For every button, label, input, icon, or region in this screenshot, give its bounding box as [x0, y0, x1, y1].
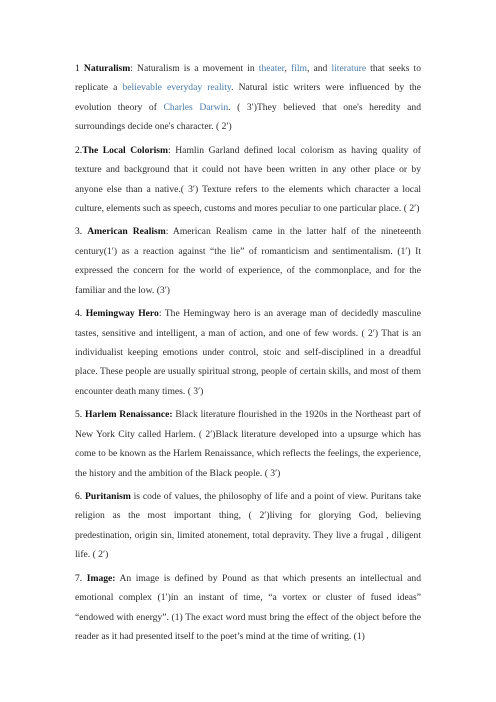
body-text: : American Realism came in the latter half of the nineteenth century(1′) as a reaction against “the lie” of romanticism and sentimentalism. (1′) It expressed the concern for the world of experience, of the commonplace, and for the familiar and the low. (3′) — [75, 226, 421, 296]
body-text: . ( 3′)They believed that one's heredity and surroundings decide one's character. ( 2′) — [75, 101, 422, 133]
hyperlink[interactable]: film — [291, 63, 307, 74]
term-heading: The Local Colorism — [82, 144, 169, 156]
paragraph-number: 7. — [75, 572, 87, 584]
term-heading: Harlem Renaissance: — [85, 409, 173, 421]
term-heading: Naturalism — [83, 63, 131, 74]
paragraph-number: 5. — [75, 409, 86, 421]
body-text: Naturalism is a movement in — [137, 63, 259, 74]
body-text: , and — [307, 63, 332, 74]
term-heading: Puritanism — [85, 491, 131, 502]
body-text: : Hamlin Garland defined local colorism as having quality of texture and background that it could not have been written in any other place or by anyone else than a native.( 3′) Texture refers to the elements which character a local culture, elements such as speech, customs and mores peculiar to one particular place. ( 2′) — [75, 144, 422, 214]
body-text: Black literature flourished in the 1920s in the Northeast part of New York City called Harlem. ( 2′)Black literature developed into a upsurge which has come to be known as the Harlem Renaissance, which reflects the feelings, the experience, the history and the ambition of the Black people. ( 3′) — [75, 409, 421, 479]
paragraph-5 — [75, 405, 421, 483]
term-heading: Image: — [86, 572, 116, 584]
paragraph-7 — [75, 569, 421, 647]
paragraph-1 — [75, 59, 421, 137]
hyperlink[interactable]: literature — [331, 63, 367, 74]
paragraph-2 — [75, 141, 421, 219]
term-heading: American Realism — [87, 226, 166, 238]
body-text: : — [130, 63, 138, 74]
paragraph-number: 1 — [75, 63, 84, 74]
paragraph-6 — [75, 487, 421, 565]
term-heading: Hemingway Hero — [85, 308, 159, 320]
hyperlink[interactable]: Charles Darwin — [163, 101, 229, 113]
paragraph-number: 3. — [75, 226, 88, 238]
body-text: An image is defined by Pound as that which presents an intellectual and emotional complex (1′)in an instant of time, “a vortex or cluster of fused ideas” “endowed with energy”. (1) The exact word must bring the effect of the object before the reader as it had presented itself to the poet’s mind at the time of writing. (1) — [75, 572, 421, 642]
paragraph-number: 6. — [75, 491, 85, 502]
paragraph-3 — [75, 222, 421, 300]
hyperlink[interactable]: theater — [258, 63, 285, 74]
paragraph-number: 4. — [75, 308, 86, 320]
hyperlink[interactable]: believable everyday reality — [122, 82, 232, 94]
paragraph-number: 2. — [75, 144, 83, 156]
body-text: is code of values, the philosophy of life and a point of view. Puritans take religion as the most important thing, ( 2′)living for glorying God, believing predestination, origin sin, limited atonement, total depravity. They live a frugal , diligent life. ( 2′) — [75, 491, 422, 561]
body-text: . Natural istic writers were influenced by the evolution theory of — [75, 82, 421, 113]
paragraph-4 — [75, 304, 421, 401]
body-text: that seeks to replicate a — [75, 63, 421, 94]
body-text: : The Hemingway hero is an average man of decidedly masculine tastes, sensitive and intelligent, a man of action, and one of few words. ( 2′) That is an individualist keeping emotions under control, stoic and self-disciplined in a dreadful place. These people are usually spiritual strong, people of certain skills, and most of them encounter death many times. ( 3′) — [75, 308, 421, 397]
document-body — [75, 59, 421, 650]
body-text: , — [284, 63, 291, 74]
